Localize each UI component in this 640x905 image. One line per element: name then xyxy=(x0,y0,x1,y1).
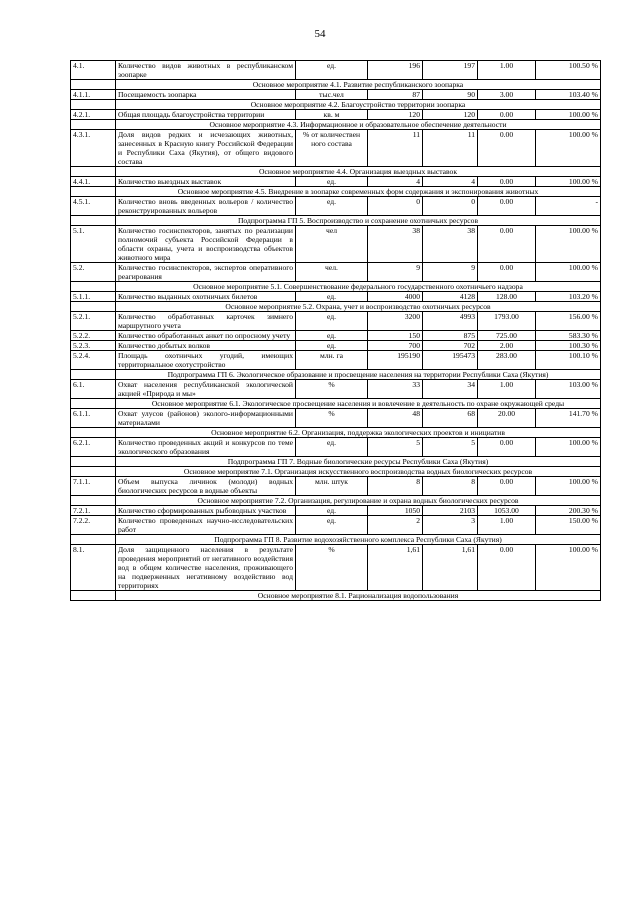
unit: % от количествен ного состава xyxy=(296,130,368,167)
plan-value: 0 xyxy=(368,197,423,216)
indicator-name: Общая площадь благоустройства территории xyxy=(116,110,296,120)
plan-value: 195190 xyxy=(368,351,423,370)
unit: ед. xyxy=(296,61,368,80)
percent-value: 103.00 % xyxy=(536,380,601,399)
percent-value: 103.40 % xyxy=(536,90,601,100)
percent-value: 100.00 % xyxy=(536,438,601,457)
section-row xyxy=(71,467,601,477)
section-title: Основное мероприятие 7.1. Организация искусственного воспроизводства водных биологических ресурсов xyxy=(116,467,601,477)
plan-value: 196 xyxy=(368,61,423,80)
percent-value: 100.00 % xyxy=(536,110,601,120)
indicator-name: Количество выездных выставок xyxy=(116,177,296,187)
section-row xyxy=(71,216,601,226)
table-row xyxy=(71,341,601,351)
table-row xyxy=(71,90,601,100)
row-number: 5.2.1. xyxy=(71,312,116,331)
plan-value: 2 xyxy=(368,516,423,535)
section-row xyxy=(71,187,601,197)
percent-value: 100.00 % xyxy=(536,130,601,167)
table-row xyxy=(71,351,601,370)
fact-value: 2103 xyxy=(423,506,478,516)
deviation-value: 1053.00 xyxy=(478,506,536,516)
unit: ед. xyxy=(296,197,368,216)
section-row xyxy=(71,282,601,292)
plan-value: 8 xyxy=(368,477,423,496)
section-empty-cell xyxy=(71,467,116,477)
plan-value: 5 xyxy=(368,438,423,457)
unit: кв. м xyxy=(296,110,368,120)
percent-value: 100.00 % xyxy=(536,477,601,496)
deviation-value: 0.00 xyxy=(478,197,536,216)
indicator-name: Площадь охотничьих угодий, имеющих территориальное охотустройство xyxy=(116,351,296,370)
section-title: Основное мероприятие 8.1. Рационализация водопользования xyxy=(116,591,601,601)
table-row xyxy=(71,177,601,187)
unit: тыс.чел xyxy=(296,90,368,100)
section-empty-cell xyxy=(71,80,116,90)
table-row xyxy=(71,516,601,535)
unit: % xyxy=(296,380,368,399)
indicator-name: Охват населения республиканской экологической акцией «Природа и мы» xyxy=(116,380,296,399)
unit: ед. xyxy=(296,341,368,351)
deviation-value: 0.00 xyxy=(478,130,536,167)
unit: чел. xyxy=(296,263,368,282)
row-number: 8.1. xyxy=(71,545,116,591)
table-row xyxy=(71,197,601,216)
section-title: Подпрограмма ГП 6. Экологическое образование и просвещение населения на территории Республики Саха (Якутия) xyxy=(116,370,601,380)
percent-value: 103.20 % xyxy=(536,292,601,302)
section-title: Основное мероприятие 4.5. Внедрение в зоопарке современных форм содержания и экспонирования животных xyxy=(116,187,601,197)
fact-value: 875 xyxy=(423,331,478,341)
indicators-table xyxy=(70,60,601,601)
section-empty-cell xyxy=(71,167,116,177)
section-empty-cell xyxy=(71,591,116,601)
row-number: 6.1. xyxy=(71,380,116,399)
section-row xyxy=(71,535,601,545)
section-empty-cell xyxy=(71,100,116,110)
fact-value: 4 xyxy=(423,177,478,187)
plan-value: 1050 xyxy=(368,506,423,516)
section-title: Основное мероприятие 5.1. Совершенствование федерального государственного охотничьего надзора xyxy=(116,282,601,292)
indicator-name: Количество проведенных научно-исследовательских работ xyxy=(116,516,296,535)
table-row xyxy=(71,545,601,591)
plan-value: 3200 xyxy=(368,312,423,331)
deviation-value: 3.00 xyxy=(478,90,536,100)
deviation-value: 1.00 xyxy=(478,380,536,399)
section-row xyxy=(71,167,601,177)
row-number: 5.2.4. xyxy=(71,351,116,370)
plan-value: 4000 xyxy=(368,292,423,302)
section-row xyxy=(71,496,601,506)
plan-value: 9 xyxy=(368,263,423,282)
row-number: 7.2.2. xyxy=(71,516,116,535)
deviation-value: 1.00 xyxy=(478,61,536,80)
row-number: 7.2.1. xyxy=(71,506,116,516)
percent-value: - xyxy=(536,197,601,216)
plan-value: 700 xyxy=(368,341,423,351)
deviation-value: 0.00 xyxy=(478,545,536,591)
row-number: 7.1.1. xyxy=(71,477,116,496)
row-number: 5.2.3. xyxy=(71,341,116,351)
deviation-value: 283.00 xyxy=(478,351,536,370)
section-row xyxy=(71,100,601,110)
row-number: 5.1.1. xyxy=(71,292,116,302)
row-number: 4.4.1. xyxy=(71,177,116,187)
indicator-name: Количество сформированных рыбоводных участков xyxy=(116,506,296,516)
deviation-value: 0.00 xyxy=(478,263,536,282)
section-row xyxy=(71,399,601,409)
table-row xyxy=(71,292,601,302)
unit: чел xyxy=(296,226,368,263)
row-number: 6.2.1. xyxy=(71,438,116,457)
indicator-name: Количество госинспекторов, экспертов оперативного реагирования xyxy=(116,263,296,282)
section-title: Основное мероприятие 4.3. Информационное и образовательное обеспечение деятельности xyxy=(116,120,601,130)
plan-value: 11 xyxy=(368,130,423,167)
section-empty-cell xyxy=(71,457,116,467)
row-number: 4.1. xyxy=(71,61,116,80)
indicator-name: Количество выданных охотничьих билетов xyxy=(116,292,296,302)
indicator-name: Доля защищенного населения в результате проведения мероприятий от негативного воздействия вод в общем количестве населения, проживающего на подверженных негативному воздействию вод территориях xyxy=(116,545,296,591)
indicator-name: Охват улусов (районов) эколого-информационными материалами xyxy=(116,409,296,428)
section-title: Основное мероприятие 4.2. Благоустройство территории зоопарка xyxy=(116,100,601,110)
section-empty-cell xyxy=(71,282,116,292)
section-empty-cell xyxy=(71,216,116,226)
unit: ед. xyxy=(296,438,368,457)
indicator-name: Доля видов редких и исчезающих животных, занесенных в Красную книгу Российской Федерации и Республики Саха (Якутия), от общего видового состава xyxy=(116,130,296,167)
row-number: 4.3.1. xyxy=(71,130,116,167)
deviation-value: 1793.00 xyxy=(478,312,536,331)
deviation-value: 0.00 xyxy=(478,110,536,120)
indicator-name: Количество госинспекторов, занятых по реализации полномочий субъекта Российской Федерации в области охраны, учета и воспроизводства объектов животного мира xyxy=(116,226,296,263)
unit: млн. штук xyxy=(296,477,368,496)
unit: млн. га xyxy=(296,351,368,370)
row-number: 4.1.1. xyxy=(71,90,116,100)
section-title: Подпрограмма ГП 5. Воспроизводство и сохранение охотничьих ресурсов xyxy=(116,216,601,226)
section-empty-cell xyxy=(71,428,116,438)
table-row xyxy=(71,477,601,496)
plan-value: 1,61 xyxy=(368,545,423,591)
percent-value: 100.50 % xyxy=(536,61,601,80)
table-row xyxy=(71,380,601,399)
section-title: Подпрограмма ГП 7. Водные биологические ресурсы Республики Саха (Якутия) xyxy=(116,457,601,467)
percent-value: 200.30 % xyxy=(536,506,601,516)
deviation-value: 0.00 xyxy=(478,438,536,457)
section-title: Основное мероприятие 5.2. Охрана, учет и воспроизводство охотничьих ресурсов xyxy=(116,302,601,312)
plan-value: 4 xyxy=(368,177,423,187)
section-title: Основное мероприятие 7.2. Организация, регулирование и охрана водных биологических ресурсов xyxy=(116,496,601,506)
section-row xyxy=(71,591,601,601)
table-row xyxy=(71,331,601,341)
section-row xyxy=(71,370,601,380)
percent-value: 583.30 % xyxy=(536,331,601,341)
row-number: 4.5.1. xyxy=(71,197,116,216)
table-row xyxy=(71,226,601,263)
fact-value: 120 xyxy=(423,110,478,120)
unit: ед. xyxy=(296,506,368,516)
indicator-name: Количество добытых волков xyxy=(116,341,296,351)
fact-value: 90 xyxy=(423,90,478,100)
indicator-name: Количество обработанных анкет по опросному учету xyxy=(116,331,296,341)
page-number: 54 xyxy=(314,28,326,40)
percent-value: 100.00 % xyxy=(536,545,601,591)
fact-value: 4128 xyxy=(423,292,478,302)
section-row xyxy=(71,120,601,130)
deviation-value: 1.00 xyxy=(478,516,536,535)
section-empty-cell xyxy=(71,302,116,312)
deviation-value: 20.00 xyxy=(478,409,536,428)
unit: ед. xyxy=(296,312,368,331)
indicator-name: Количество обработанных карточек зимнего маршрутного учета xyxy=(116,312,296,331)
table-row xyxy=(71,506,601,516)
plan-value: 87 xyxy=(368,90,423,100)
row-number: 5.2. xyxy=(71,263,116,282)
section-empty-cell xyxy=(71,120,116,130)
indicator-name: Посещаемость зоопарка xyxy=(116,90,296,100)
percent-value: 100.00 % xyxy=(536,263,601,282)
section-row xyxy=(71,302,601,312)
section-title: Основное мероприятие 6.2. Организация, поддержка экологических проектов и инициатив xyxy=(116,428,601,438)
section-title: Основное мероприятие 4.1. Развитие республиканского зоопарка xyxy=(116,80,601,90)
section-empty-cell xyxy=(71,370,116,380)
table-row xyxy=(71,312,601,331)
deviation-value: 2.00 xyxy=(478,341,536,351)
table-row xyxy=(71,438,601,457)
section-row xyxy=(71,457,601,467)
row-number: 5.2.2. xyxy=(71,331,116,341)
unit: ед. xyxy=(296,331,368,341)
section-title: Основное мероприятие 6.1. Экологическое просвещение населения и вовлечение в деятельность по охране окружающей среды xyxy=(116,399,601,409)
percent-value: 150.00 % xyxy=(536,516,601,535)
fact-value: 8 xyxy=(423,477,478,496)
fact-value: 4993 xyxy=(423,312,478,331)
section-row xyxy=(71,80,601,90)
table-row xyxy=(71,409,601,428)
table-row xyxy=(71,110,601,120)
fact-value: 3 xyxy=(423,516,478,535)
plan-value: 120 xyxy=(368,110,423,120)
percent-value: 156.00 % xyxy=(536,312,601,331)
percent-value: 100.00 % xyxy=(536,226,601,263)
unit: % xyxy=(296,545,368,591)
deviation-value: 0.00 xyxy=(478,226,536,263)
fact-value: 5 xyxy=(423,438,478,457)
unit: ед. xyxy=(296,292,368,302)
deviation-value: 0.00 xyxy=(478,177,536,187)
section-empty-cell xyxy=(71,187,116,197)
percent-value: 100.00 % xyxy=(536,177,601,187)
percent-value: 141.70 % xyxy=(536,409,601,428)
fact-value: 68 xyxy=(423,409,478,428)
percent-value: 100.10 % xyxy=(536,351,601,370)
section-empty-cell xyxy=(71,496,116,506)
fact-value: 38 xyxy=(423,226,478,263)
fact-value: 34 xyxy=(423,380,478,399)
fact-value: 195473 xyxy=(423,351,478,370)
row-number: 4.2.1. xyxy=(71,110,116,120)
deviation-value: 128.00 xyxy=(478,292,536,302)
fact-value: 9 xyxy=(423,263,478,282)
unit: ед. xyxy=(296,177,368,187)
unit: ед. xyxy=(296,516,368,535)
percent-value: 100.30 % xyxy=(536,341,601,351)
plan-value: 38 xyxy=(368,226,423,263)
section-empty-cell xyxy=(71,399,116,409)
fact-value: 11 xyxy=(423,130,478,167)
fact-value: 197 xyxy=(423,61,478,80)
plan-value: 150 xyxy=(368,331,423,341)
indicator-name: Количество видов животных в республиканском зоопарке xyxy=(116,61,296,80)
row-number: 6.1.1. xyxy=(71,409,116,428)
indicator-name: Объем выпуска личинок (молоди) водных биологических ресурсов в водные объекты xyxy=(116,477,296,496)
table-row xyxy=(71,130,601,167)
section-row xyxy=(71,428,601,438)
fact-value: 702 xyxy=(423,341,478,351)
deviation-value: 0.00 xyxy=(478,477,536,496)
section-title: Основное мероприятие 4.4. Организация выездных выставок xyxy=(116,167,601,177)
section-title: Подпрограмма ГП 8. Развитие водохозяйственного комплекса Республики Саха (Якутия) xyxy=(116,535,601,545)
table-row xyxy=(71,61,601,80)
row-number: 5.1. xyxy=(71,226,116,263)
plan-value: 48 xyxy=(368,409,423,428)
section-empty-cell xyxy=(71,535,116,545)
indicator-name: Количество вновь введенных вольеров / количество реконструированных вольеров xyxy=(116,197,296,216)
plan-value: 33 xyxy=(368,380,423,399)
fact-value: 1,61 xyxy=(423,545,478,591)
unit: % xyxy=(296,409,368,428)
indicator-name: Количество проведенных акций и конкурсов по теме экологического образования xyxy=(116,438,296,457)
table-row xyxy=(71,263,601,282)
deviation-value: 725.00 xyxy=(478,331,536,341)
fact-value: 0 xyxy=(423,197,478,216)
